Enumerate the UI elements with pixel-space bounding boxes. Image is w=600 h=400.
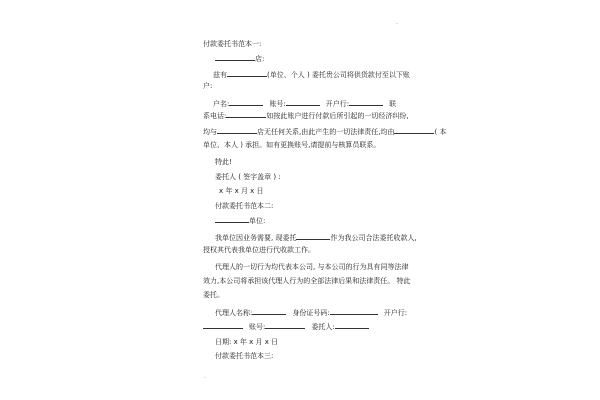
account-name-blank bbox=[229, 97, 263, 106]
unit-name-blank bbox=[215, 214, 249, 223]
store-blank bbox=[217, 125, 257, 134]
principal-signature-line: 委托人 ( 签字盖章 ) : bbox=[215, 173, 281, 181]
agent-behavior-line: 代理人的一切行为均代表本公司, 与本公司的行为具有同等法律 bbox=[215, 263, 409, 271]
phone-line: 系电话: 如按此账户进行付款后所引起的一切经济纠纷, bbox=[203, 109, 409, 122]
id-number-blank bbox=[330, 306, 378, 315]
hereby-line: 特此! bbox=[215, 158, 232, 166]
account-principal-line: 账号: 委托人: bbox=[203, 320, 369, 333]
principal-blank bbox=[335, 320, 369, 329]
appoint-line: 我单位因业务需要, 现委托 作为我公司合法委托收款人, bbox=[215, 231, 417, 244]
responsible-party-blank bbox=[394, 125, 434, 134]
entrust-statement-line: 兹有 (单位、个人 ) 委托贵公司将供货款付至以下账 bbox=[213, 68, 410, 81]
authorization-line: 授权其代表我单位进行代收款工作。 bbox=[203, 246, 315, 254]
bank-blank bbox=[349, 97, 383, 106]
sample-one-title: 付款委托书范本一: bbox=[203, 40, 262, 48]
liability-line: 均与 店无任何关系,由此产生的一切法律责任,均由 ( 本 bbox=[203, 125, 446, 138]
store-line: 店: bbox=[215, 52, 264, 65]
sample-three-title: 付款委托书范本三: bbox=[215, 352, 274, 360]
account-no-blank bbox=[265, 320, 305, 329]
agent-name-blank bbox=[252, 306, 286, 315]
account-continuation: 户: bbox=[203, 82, 213, 90]
phone-blank bbox=[226, 109, 266, 118]
date-line-one: x 年 x 月 x 日 bbox=[219, 187, 264, 195]
entrusting-party-blank bbox=[227, 68, 267, 77]
store-name-blank bbox=[215, 52, 255, 61]
responsibility-line: 单位、本人 ) 承担。如有更换账号,请提前与核算员联系。 bbox=[203, 141, 381, 149]
entrust-end-line: 委托。 bbox=[203, 291, 224, 299]
bank-name-blank bbox=[203, 320, 243, 329]
unit-line: 单位: bbox=[215, 214, 265, 227]
scan-dot: · bbox=[396, 21, 398, 28]
sample-two-title: 付款委托书范本二: bbox=[215, 202, 274, 210]
agent-blank bbox=[296, 231, 330, 240]
date-line-two: 日期: x 年 x 月 x 日 bbox=[215, 338, 279, 346]
scan-dot-bottom: · bbox=[204, 375, 206, 382]
account-number-blank bbox=[286, 97, 320, 106]
agent-details-line: 代理人名称: 身份证号码: 开户行: bbox=[215, 306, 407, 319]
account-details-line: 户名: 账号: 开户行: 联 bbox=[213, 97, 396, 110]
legal-effect-line: 效力,本公司将承担该代理人行为的全部法律后果和法律责任。 特此 bbox=[203, 277, 411, 285]
